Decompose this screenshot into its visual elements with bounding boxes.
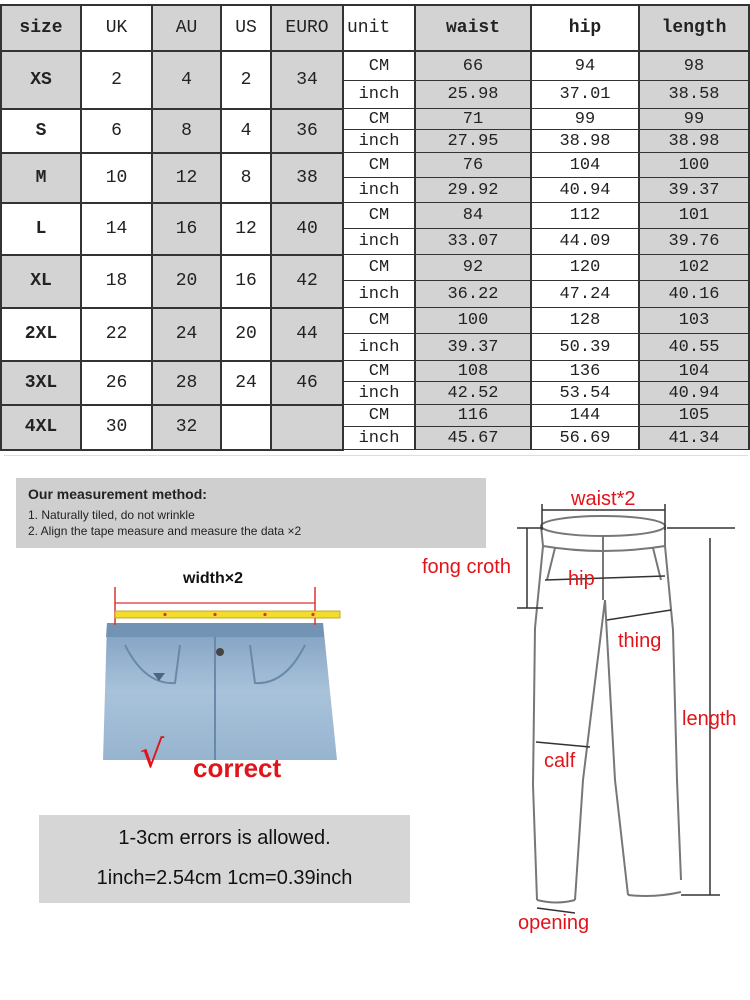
size-cell: 3XL	[1, 361, 81, 405]
table-row	[1, 361, 749, 382]
table-row	[1, 405, 749, 427]
hip-cm-cell: 112	[531, 203, 639, 229]
unit-cell: CM	[343, 361, 415, 382]
waist-inch-cell: 45.67	[415, 427, 531, 450]
conversion-text: 1inch=2.54cm 1cm=0.39inch	[96, 867, 353, 889]
table-row	[1, 153, 749, 178]
length-cm-cell: 99	[639, 109, 749, 130]
size-cell: 4XL	[1, 405, 81, 450]
table-header-row	[1, 5, 749, 51]
tolerance-text: 1-3cm errors is allowed.	[118, 827, 331, 849]
waist-cm-cell: 71	[415, 109, 531, 130]
length-cm-cell: 101	[639, 203, 749, 229]
waist-inch-cell: 42.52	[415, 382, 531, 405]
euro-cell: 40	[271, 203, 343, 255]
waist-inch-cell: 29.92	[415, 178, 531, 203]
length-inch-cell: 39.37	[639, 178, 749, 203]
table-row	[1, 203, 749, 229]
unit-cell: CM	[343, 255, 415, 281]
front-crotch-label: fong croth	[422, 556, 511, 578]
waist-cm-cell: 76	[415, 153, 531, 178]
length-inch-cell: 41.34	[639, 427, 749, 450]
unit-cell: inch	[343, 334, 415, 361]
size-chart	[0, 4, 750, 451]
length-cm-cell: 100	[639, 153, 749, 178]
au-cell: 20	[152, 255, 221, 308]
us-cell: 2	[221, 51, 271, 109]
hip-cm-cell: 99	[531, 109, 639, 130]
waist-inch-cell: 25.98	[415, 81, 531, 109]
unit-cell: inch	[343, 229, 415, 255]
pants-measurement-diagram	[415, 480, 750, 950]
unit-cell: CM	[343, 109, 415, 130]
length-inch-cell: 40.16	[639, 281, 749, 308]
header-size: size	[1, 5, 81, 51]
table-row	[1, 255, 749, 281]
us-cell: 24	[221, 361, 271, 405]
length-cm-cell: 102	[639, 255, 749, 281]
uk-cell: 10	[81, 153, 152, 203]
unit-cell: inch	[343, 427, 415, 450]
unit-cell: inch	[343, 178, 415, 203]
euro-cell: 44	[271, 308, 343, 361]
hip-cm-cell: 120	[531, 255, 639, 281]
header-us: US	[221, 5, 271, 51]
unit-cell: inch	[343, 281, 415, 308]
table-row	[1, 109, 749, 130]
uk-cell: 18	[81, 255, 152, 308]
length-inch-cell: 38.98	[639, 130, 749, 153]
waist-cm-cell: 84	[415, 203, 531, 229]
hip-cm-cell: 104	[531, 153, 639, 178]
au-cell: 24	[152, 308, 221, 361]
euro-cell: 46	[271, 361, 343, 405]
hip-inch-cell: 53.54	[531, 382, 639, 405]
hip-cm-cell: 136	[531, 361, 639, 382]
length-cm-cell: 105	[639, 405, 749, 427]
au-cell: 16	[152, 203, 221, 255]
unit-cell: CM	[343, 153, 415, 178]
us-cell: 12	[221, 203, 271, 255]
table-row	[1, 51, 749, 81]
width-x2-label: width×2	[183, 570, 244, 587]
hip-inch-cell: 37.01	[531, 81, 639, 109]
unit-cell: CM	[343, 308, 415, 334]
header-au: AU	[152, 5, 221, 51]
waist-inch-cell: 33.07	[415, 229, 531, 255]
au-cell: 4	[152, 51, 221, 109]
method-step-2: 2. Align the tape measure and measure the data ×2	[28, 524, 302, 538]
unit-cell: CM	[343, 203, 415, 229]
au-cell: 32	[152, 405, 221, 450]
method-step-1: 1. Naturally tiled, do not wrinkle	[28, 508, 195, 522]
waist-inch-cell: 39.37	[415, 334, 531, 361]
opening-label: opening	[518, 912, 590, 934]
hip-inch-cell: 40.94	[531, 178, 639, 203]
length-cm-cell: 104	[639, 361, 749, 382]
euro-cell: 36	[271, 109, 343, 153]
size-cell: XS	[1, 51, 81, 109]
waist-cm-cell: 100	[415, 308, 531, 334]
length-inch-cell: 38.58	[639, 81, 749, 109]
hip-cm-cell: 144	[531, 405, 639, 427]
unit-cell: inch	[343, 81, 415, 109]
header-hip: hip	[531, 5, 639, 51]
euro-cell: 42	[271, 255, 343, 308]
method-title: Our measurement method:	[28, 486, 207, 502]
length-cm-cell: 103	[639, 308, 749, 334]
length-cm-cell: 98	[639, 51, 749, 81]
header-euro: EURO	[271, 5, 343, 51]
unit-cell: CM	[343, 405, 415, 427]
hip-inch-cell: 38.98	[531, 130, 639, 153]
uk-cell: 2	[81, 51, 152, 109]
us-cell: 4	[221, 109, 271, 153]
check-mark-icon: √	[140, 732, 165, 776]
table-row	[1, 308, 749, 334]
waist-cm-cell: 66	[415, 51, 531, 81]
length-inch-cell: 40.55	[639, 334, 749, 361]
waist-cm-cell: 92	[415, 255, 531, 281]
au-cell: 12	[152, 153, 221, 203]
header-uk: UK	[81, 5, 152, 51]
uk-cell: 6	[81, 109, 152, 153]
length-label: length	[682, 708, 737, 730]
euro-cell: 38	[271, 153, 343, 203]
size-cell: M	[1, 153, 81, 203]
jeans-illustration	[95, 565, 345, 765]
unit-cell: CM	[343, 51, 415, 81]
header-waist: waist	[415, 5, 531, 51]
size-cell: 2XL	[1, 308, 81, 361]
us-cell: 16	[221, 255, 271, 308]
waist-cm-cell: 116	[415, 405, 531, 427]
hip-inch-cell: 50.39	[531, 334, 639, 361]
hip-cm-cell: 94	[531, 51, 639, 81]
us-cell: 20	[221, 308, 271, 361]
section-divider	[4, 455, 748, 456]
thigh-label: thing	[618, 630, 662, 652]
uk-cell: 26	[81, 361, 152, 405]
uk-cell: 22	[81, 308, 152, 361]
hip-label: hip	[568, 568, 595, 590]
euro-cell: 34	[271, 51, 343, 109]
hip-cm-cell: 128	[531, 308, 639, 334]
au-cell: 28	[152, 361, 221, 405]
header-unit: unit	[343, 5, 415, 51]
jeans-measurement-photo	[95, 565, 345, 783]
us-cell	[221, 405, 271, 450]
correct-label: correct	[193, 753, 282, 783]
hip-inch-cell: 47.24	[531, 281, 639, 308]
unit-cell: inch	[343, 130, 415, 153]
hip-inch-cell: 56.69	[531, 427, 639, 450]
waist-label: waist*2	[571, 488, 636, 510]
size-cell: S	[1, 109, 81, 153]
tolerance-note-panel	[39, 815, 410, 903]
uk-cell: 14	[81, 203, 152, 255]
euro-cell	[271, 405, 343, 450]
hip-inch-cell: 44.09	[531, 229, 639, 255]
size-cell: XL	[1, 255, 81, 308]
calf-label: calf	[544, 750, 576, 772]
size-table	[0, 4, 750, 451]
length-inch-cell: 40.94	[639, 382, 749, 405]
au-cell: 8	[152, 109, 221, 153]
length-inch-cell: 39.76	[639, 229, 749, 255]
header-length: length	[639, 5, 749, 51]
size-cell: L	[1, 203, 81, 255]
us-cell: 8	[221, 153, 271, 203]
waist-cm-cell: 108	[415, 361, 531, 382]
waist-inch-cell: 27.95	[415, 130, 531, 153]
unit-cell: inch	[343, 382, 415, 405]
waist-inch-cell: 36.22	[415, 281, 531, 308]
uk-cell: 30	[81, 405, 152, 450]
